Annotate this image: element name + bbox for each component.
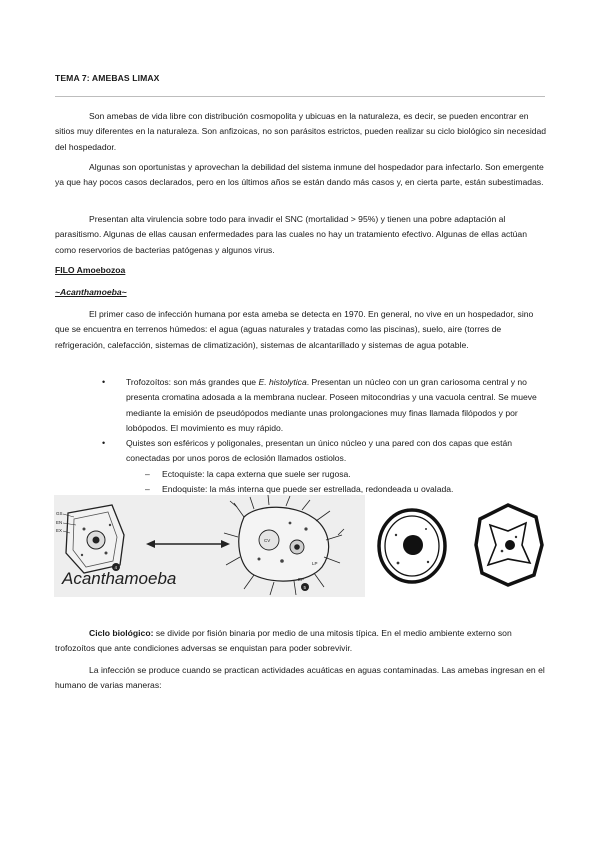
dash-icon: – bbox=[145, 484, 150, 495]
genus-paragraph: El primer caso de infección humana por esta ameba se detecta en 1970. En general, no vive en un hospedador, sino que se encuentra en terrenos húmedos: el agua (aguas naturales y tratadas como las piscinas), suelo, aire (torres de refrigeración, calefacción, sistemas de climatización), sistemas de alcantarillado y sistemas de agua potable. bbox=[55, 309, 534, 350]
bullet-icon: • bbox=[102, 377, 106, 387]
figure-label-cv: CV bbox=[264, 538, 271, 543]
trofozoitos-text-b: . Presentan un núcleo con un gran cariosoma central y no presenta cromatina adosada a la membrana nuclear. Poseen mitocondrias y una vacuola central. Se mueve mediante la emisión de pseudópodos mediante unas prolongaciones muy finas llamada filópodos y por lobópodos. El movimiento es muy rápido. bbox=[126, 377, 537, 433]
figure-caption: Acanthamoeba bbox=[62, 569, 177, 588]
list-item-ectoquiste bbox=[145, 467, 545, 482]
ectoquiste-text: Ectoquiste: la capa externa que suele ser rugosa. bbox=[162, 469, 351, 479]
morphology-list bbox=[100, 375, 547, 467]
trofozoitos-species: E. histolytica bbox=[258, 377, 307, 387]
polygonal-cyst-illustration bbox=[472, 501, 544, 587]
acanthamoeba-figure bbox=[54, 495, 544, 599]
figure-label-ex: EX bbox=[56, 528, 63, 533]
endoquiste-text: Endoquiste: la más interna que puede ser estrellada, redondeada u ovalada. bbox=[162, 484, 454, 495]
figure-label-gs: GS bbox=[56, 511, 63, 516]
trofozoitos-text-a: Trofozoítos: son más grandes que bbox=[126, 377, 259, 387]
intro-paragraph-2: Algunas son oportunistas y aprovechan la debilidad del sistema inmune del hospedador para infectarlo. Son emergente ya que hay pocos casos declarados, pero en los últimos años se están dando más casos y, en cierta parte, están subestimadas. bbox=[55, 162, 544, 188]
figure-label-5: 5 bbox=[303, 585, 307, 590]
intro-paragraph-1: Son amebas de vida libre con distribución cosmopolita y ubicuas en la naturaleza, es decir, se pueden encontrar en sitios muy diferentes en la naturaleza. Son anfizoicas, no son parásitos estrictos, pueden realizar su ciclo biológico sin necesidad del hospedador. bbox=[55, 111, 547, 152]
genus-heading: ~Acanthamoeba~ bbox=[55, 287, 127, 297]
figure-label-lp: LP bbox=[312, 561, 318, 566]
ciclo-label: Ciclo biológico: bbox=[89, 628, 154, 638]
infeccion-paragraph: La infección se produce cuando se practican actividades acuáticas en aguas contaminadas. Las amebas ingresan en el humano de varias maneras: bbox=[55, 665, 545, 691]
list-item-quistes bbox=[100, 436, 547, 467]
figure-label-ep: EP bbox=[298, 577, 305, 582]
filo-heading: FILO Amoebozoa bbox=[55, 265, 126, 275]
cyst-layers-list bbox=[145, 467, 545, 498]
intro-paragraph-3: Presentan alta virulencia sobre todo para invadir el SNC (mortalidad > 95%) y tienen una pobre adaptación al parasitismo. Algunas de ellas causan enfermedades para las cuales no hay un tratamiento efectivo. Algunas de ellas actúan como reservorios de bacterias patógenas y algunos virus. bbox=[55, 214, 527, 255]
quistes-text: Quistes son esféricos y poligonales, presentan un único núcleo y una pared con dos capas que están conectadas por unos poros de eclosión llamados ostiolos. bbox=[126, 438, 513, 464]
figure-label-4: 4 bbox=[114, 565, 118, 570]
figure-panel-trophozoite bbox=[54, 495, 365, 597]
bullet-icon: • bbox=[102, 438, 106, 449]
ciclo-paragraph bbox=[55, 626, 547, 657]
figure-label-en: EN bbox=[56, 520, 63, 525]
dash-icon: – bbox=[145, 469, 150, 479]
ciclo-text: se divide por fisión binaria por medio de una mitosis típica. En el medio ambiente externo son trofozoítos que ante condiciones adversas se enquistan para poder sobrevivir. bbox=[55, 628, 512, 654]
round-cyst-illustration bbox=[376, 507, 448, 585]
page-title: TEMA 7: AMEBAS LIMAX bbox=[55, 73, 160, 83]
title-divider bbox=[55, 96, 545, 97]
list-item-trofozoitos bbox=[100, 375, 547, 436]
